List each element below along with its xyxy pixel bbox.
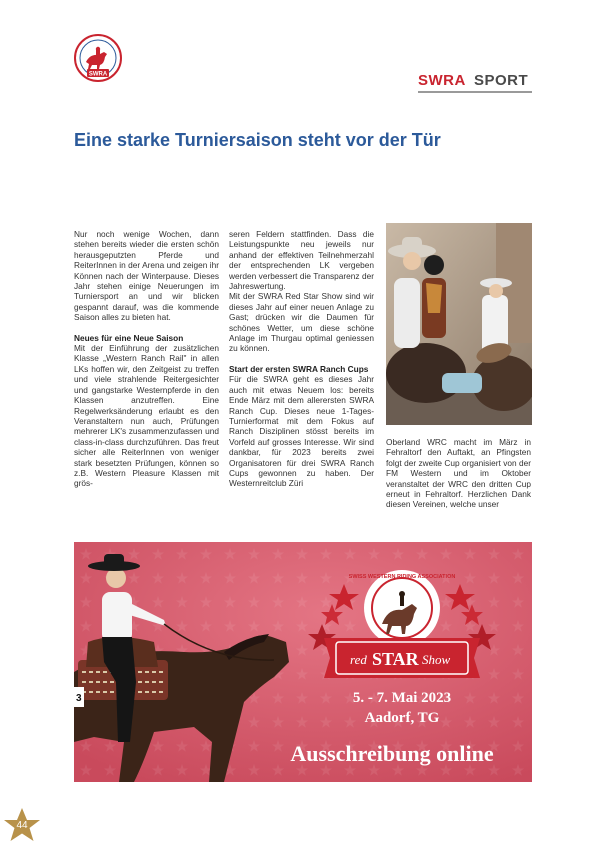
section-topic: SPORT	[473, 72, 529, 89]
paragraph: Mit der Einführung der zusätzlichen Klasse „Western Ranch Rail" in allen LKs hoffen wir, den Zeitgeist zu treffen und viele strahlende Reitergesichter und gangstarke Westernpferde in den Klassen anzutreffen. Eine Regelwerksänderung erlaubt es den Veranstaltern nun auch, Prüfungen mehrerer LK's zusammenzufassen und class-in-class durchzuführen. Das freut sicher alle ReiterInnen von weniger stark besetzten Prüfungen, können so z.B. Western Pleasure Klassen mit grös-	[74, 343, 219, 489]
paragraph: Oberland WRC macht im März in Fehraltorf den Auftakt, an Pfingsten folgt der zweite Cup organisiert von der FM Western und im Oktober veranstaltet der WRC den dritten Cup erneut in Fehraltorf. Herzlichen Dank diesen Vereinen, welche unser	[386, 437, 531, 510]
subheading: Start der ersten SWRA Ranch Cups	[229, 363, 369, 374]
article-column-3	[386, 437, 531, 510]
show-name: STAR	[372, 649, 419, 669]
paragraph: Nur noch wenige Wochen, dann stehen bereits wieder die ersten schön herausgeputzten Pferde und ReiterInnen in der Arena und zeigen ihr Können nach der Winterpause. Dieses Jahr stehen einige Neuerungen im Turniersport an und wir blicken gespannt darauf, was die kommende Saison alles zu bieten hat.	[74, 229, 219, 323]
number-tag: 3	[76, 693, 82, 704]
emblem-ring-text: SWISS WESTERN RIDING ASSOCIATION	[348, 574, 456, 580]
riders-photo	[386, 223, 532, 425]
event-location: Aadorf, TG	[364, 710, 440, 726]
swra-logo	[74, 34, 122, 82]
logo-text: SWRA	[88, 71, 108, 78]
article-column-2	[229, 229, 374, 489]
section-header	[418, 72, 528, 89]
article-column-1	[74, 229, 219, 489]
paragraph: seren Feldern stattfinden. Dass die Leistungspunkte neu jeweils nur anhand der effektiven Teilnehmerzahl der entsprechenden LK vergeben werden verbessert die Transparenz der Jahreswertung.	[229, 229, 374, 292]
page-number: 44	[16, 820, 28, 831]
banner-artwork	[74, 542, 532, 782]
show-suffix: Show	[422, 652, 451, 667]
show-prefix: red	[350, 652, 367, 667]
paragraph: Für die SWRA geht es dieses Jahr auch mit etwas Neuem los: bereits Ende März mit dem allerersten SWRA Ranch Cup. Dieses neue 1-Tages-Turnierformat mit dem Fokus auf Ranch Disziplinen stösst bereits im Vorfeld auf grosses Interesse. Wir sind dankbar, für 2023 bereits zwei Organisatoren für drei SWRA Ranch Cups gewonnen zu haben. Der Westernreitclub Züri	[229, 374, 374, 489]
paragraph: Mit der SWRA Red Star Show sind wir dieses Jahr auf einer neuen Anlage zu Gast; drücken wir die Daumen für schönes Wetter, um diese schöne Anlage im Thurgau optimal geniessen zu können.	[229, 291, 374, 354]
red-star-show-banner[interactable]	[74, 542, 532, 782]
banner-headline: Ausschreibung online	[290, 741, 494, 766]
article-title: Eine starke Turniersaison steht vor der Tür	[74, 130, 441, 150]
header-divider	[418, 91, 532, 93]
event-dates: 5. - 7. Mai 2023	[352, 690, 452, 706]
section-brand: SWRA	[418, 72, 466, 89]
subheading: Neues für eine Neue Saison	[74, 332, 184, 343]
